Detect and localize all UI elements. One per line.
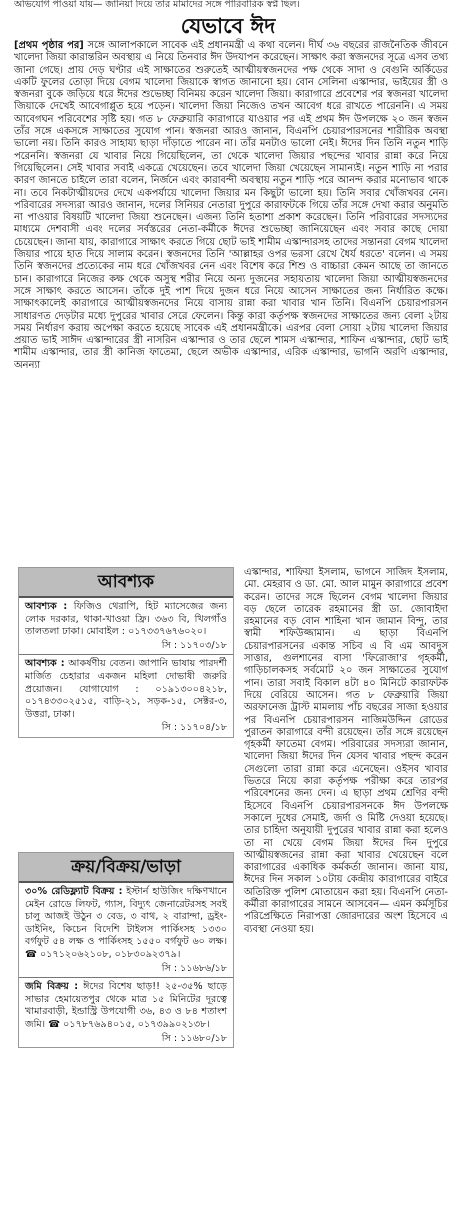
article-headline: যেভাবে ঈদ <box>180 13 276 38</box>
classified-ad <box>19 598 233 655</box>
ad-label: ৩০% রেডিফ্ল্যাট বিক্রয় : <box>25 886 123 897</box>
ad-label: আবশ্যক : <box>25 601 68 612</box>
article-text-right: এস্কান্দার, শাফিয়া ইসলাম, ভাগনে সাজিদ ইসলাম, মো. মেহরাব ও ডা. মো. আল মামুন কারাগারে প্রবেশ করেন। তাদের সঙ্গে ছিলেন বেগম খালেদা জিয়ার বড় ছেলে তারেক রহমানের স্ত্রী ডা. জোবাইদা রহমানের বড় বোন শাহিনা খান জামান বিন্দু, তার স্বামী শফিউজ্জামান। এ ছাড়া বিএনপি চেয়ারপারসনের একান্ত সচিব এ বি এম আবদুস সাত্তার, গুলশানের বাসা 'ফিরোজা'র গৃহকর্মী, গাড়িচালকসহ সর্বমোট ২০ জন সাক্ষাতের সুযোগ পান। তারা সবাই বিকাল ৪টা ৪০ মিনিটে কারাফটক দিয়ে বেরিয়ে আসেন। গত ৮ ফেব্রুয়ারি জিয়া অরফানেজ ট্রাস্ট মামলায় পাঁচ বছরের সাজা হওয়ার পর বিএনপি চেয়ারপারসন নাজিমউদ্দিন রোডের পুরাতন কারাগারে বন্দী রয়েছেন। তাঁর সঙ্গে রয়েছেন গৃহকর্মী ফাতেমা বেগম। পরিবারের সদস্যরা জানান, খালেদা জিয়া ঈদের দিন যেসব খাবার পছন্দ করেন সেগুলো তারা রান্না করে এনেছেন। ওইসব খাবার ভিতরে নিয়ে কারা কর্তৃপক্ষ পরীক্ষা করে তারপর পরিবেশনের জন্য দেন। এ ছাড়া প্রথম শ্রেণির বন্দী হিসেবে বিএনপি চেয়ারপারসনকে ঈদ উপলক্ষে সকালে দুধের সেমাই, জর্দা ও মিষ্টি দেওয়া হয়েছে। তার চাহিদা অনুযায়ী দুপুরের খাবার রান্না করা হলেও তা না খেয়ে বেগম জিয়া ঈদের দিন দুপুরে আত্মীয়স্বজনের রান্না করা খাবার খেয়েছেন বলে কারাগারের একাধিক কর্মকর্তা জানান। জানা যায়, ঈদের দিন সকাল ১০টায় কেন্দ্রীয় কারাগারের বাইরে অতিরিক্ত পুলিশ মোতায়েন করা হয়। বিএনপি নেতা-কর্মীরা কারাগারের সামনে আসবেন— এমন কর্মসূচির পরিপ্রেক্ষিতে নিরাপত্তা জোরদারের অংশ হিসেবে এ ব্যবস্থা নেওয়া হয়। <box>244 567 448 935</box>
classified-ad <box>19 978 233 1047</box>
ad-label: জমি বিক্রয় : <box>25 981 79 993</box>
classified-ad <box>19 655 233 737</box>
classified-ad <box>19 883 233 978</box>
article-body-right-column <box>244 567 448 936</box>
classifieds-needed-box <box>18 567 234 738</box>
ad-text: ফিজিও থেরাপি, হিট ম্যাসেজের জন্য লোক দরকার, থাকা-খাওয়া ফ্রি। ৩৬৩ বি, খিলগাঁও তালতলা ঢাকা। মোবাইল : ০১৭৩৩৭৬৭৬০২০। <box>25 601 227 638</box>
article-body-top <box>14 40 448 372</box>
ad-text: আকর্ষণীয় বেতন। জাপানি ভাষায় পারদর্শী মার্জিত চেহারার একজন মহিলা দোভাষী জরুরি প্রয়োজন। যোগাযোগ : ০১৯১৩০০৪২১৮, ০১৭৪৩৩০২৫১৫, বাড়ি-২১, সড়ক-১৫, সেক্টর-৩, উত্তরা, ঢাকা। <box>25 658 227 720</box>
classifieds-needed-title: আবশ্যক <box>19 568 233 598</box>
article-text-top: সঙ্গে আলাপকালে সাবেক এই প্রধানমন্ত্রী এ কথা বলেন। দীর্ঘ ৩৬ বছরের রাজনৈতিক জীবনে খালেদা জিয়া কারান্তরিন অবস্থায় এ নিয়ে তিনবার ঈদ উদযাপন করেছেন। সাক্ষাৎ করা স্বজনদের সূত্রে এসব তথ্য জানা গেছে। প্রায় দেড় ঘণ্টার এই সাক্ষাতের শুরুতেই আত্মীয়স্বজনদের পক্ষ থেকে সাদা ও বেগুনি অর্কিডের একটি ফুলের তোড়া দিয়ে বেগম খালেদা জিয়াকে স্বাগত জানানো হয়। বোন সেলিনা এস্কান্দার, ভাইয়ের স্ত্রী ও স্বজনরা বুকে জড়িয়ে ধরে ঈদের শুভেচ্ছা বিনিময় করেন খালেদা জিয়া। কারাগারে প্রবেশের পর স্বজনরা খালেদা জিয়াকে দেখেই আবেগাপ্লুত হয়ে পড়েন। খালেদা জিয়া নিজেও তখন আবেগ ধরে রাখতে পারেননি। এ সময় আবেগঘন পরিবেশের সৃষ্টি হয়। গত ৮ ফেব্রুয়ারি কারাগারে যাওয়ার পর এই প্রথম ঈদ উপলক্ষে ২০ জন স্বজন তাঁর সঙ্গে একসঙ্গে সাক্ষাতের সুযোগ পান। স্বজনরা আরও জানান, বিএনপি চেয়ারপারসনের শারীরিক অবস্থা ভালো নয়। তিনি কারও সাহায্য ছাড়া দাঁড়াতে পারেন না। তাঁর মনটাও ভালো নেই। ঈদের দিন তিনি নতুন শাড়ি পরেননি। স্বজনরা যে খাবার নিয়ে গিয়েছিলেন, তা থেকে খালেদা জিয়ার পছন্দের খাবার রান্না করে নিয়ে গিয়েছিলেন। সেই খাবার সবাই একত্রে খেয়েছেন। তবে খালেদা জিয়া খেয়েছেন সামান্যই। নতুন শাড়ি না পরার কারণ জানতে চাইলে তারা বলেন, নির্জনে এবং কারাবন্দী অবস্থায় নতুন শাড়ি পরে আনন্দ করার মনোভাব থাকে না। তবে নিকটাত্মীয়দের দেখে একপর্যায়ে খালেদা জিয়ার মন কিছুটা ভালো হয়। তিনি সবার খোঁজখবর নেন। পরিবারের সদস্যরা আরও জানান, দলের সিনিয়র নেতারা দুপুরে কারাফটকে গিয়ে তাঁর সঙ্গে দেখা করার অনুমতি না পাওয়ার বিষয়টি খালেদা জিয়া শুনেছেন। এজন্য তিনি হতাশা প্রকাশ করেছেন। তিনি পরিবারের সদস্যদের মাধ্যমে দেশবাসী এবং দলের সর্বস্তরের নেতা-কর্মীকে ঈদের শুভেচ্ছা জানিয়েছেন এবং সবার কাছে দোয়া চেয়েছেন। জানা যায়, কারাগারে সাক্ষাৎ করতে গিয়ে ছোট ভাই শামীম এস্কান্দারসহ তাদের সন্তানরা বেগম খালেদা জিয়ার পায়ে হাত দিয়ে সালাম করেন। স্বজনদের তিনি 'আল্লাহর ওপর ভরসা রেখে ধৈর্য ধরতে' বলেন। এ সময় তিনি স্বজনদের প্রত্যেকের নাম ধরে খোঁজখবর নেন এবং বিশেষ করে শিশু ও বাচ্চারা কেমন আছে তা জানতে চান। কারাগারে নিজের কক্ষ থেকে অসুস্থ শরীর নিয়ে অন্য দুজনের সহায়তায় খালেদা জিয়া আত্মীয়স্বজনদের সঙ্গে সাক্ষাৎ করতে আসেন। তাঁকে দুই পাশ দিয়ে দুজন ধরে নিয়ে আসেন সাক্ষাতের জন্য নির্ধারিত কক্ষে। সাক্ষাৎকালেই কারাগারে আত্মীয়স্বজনদের নিয়ে বাসায় রান্না করা খাবার খান তিনি। বিএনপি চেয়ারপারসন সাধারণত দেড়টার মধ্যে দুপুরের খাবার সেরে ফেলেন। কিন্তু কারা কর্তৃপক্ষ স্বজনদের সাক্ষাতের জন্য বেলা ২টায় সময় নির্ধারণ করায় অপেক্ষা করতে হয়েছে সাবেক এই প্রধানমন্ত্রীকে। এরপর বেলা সোয়া ২টায় খালেদা জিয়ার প্রয়াত ভাই সাঈদ এস্কান্দারের স্ত্রী নাসরিন এস্কান্দার ও তার ছেলে শামস এস্কান্দার, শাফিন এস্কান্দার, ছোট ভাই শামীম এস্কান্দার, তার স্ত্রী কানিজ ফাতেমা, ছেলে অভীক এস্কান্দার, এরিক এস্কান্দার, ভাগনি অরণি এস্কান্দার, অনন্যা <box>14 40 448 371</box>
ad-label: আবশ্যক : <box>25 658 65 670</box>
classifieds-sale-box <box>18 852 234 1048</box>
classifieds-sale-title: ক্রয়/বিক্রয়/ভাড়া <box>19 853 233 883</box>
ad-code: সি : ১১৭০৪/১৮ <box>161 722 227 734</box>
continuation-marker: [প্রথম পৃষ্ঠার পর] <box>14 40 84 51</box>
ad-code: সি : ১১৬৮৬/১৮ <box>161 962 227 974</box>
ad-text: ইস্টার্ন হাউজিং দক্ষিণখানে মেইন রোডে লিফট, গ্যাস, বিদ্যুৎ জেনারেটরসহ সবই চালু আজই উঠুন ৩ বেড, ৩ বাথ, ২ বারান্দা, ড্রইং-ডাইনিং, কিচেন বিদেশি টাইলস পার্কিংসহ ১৩৩০ বর্গফুট ৫৪ লক্ষ ও পার্কিংসহ ১৫৫০ বর্গফুট ৬০ লক্ষ। ☎ ০১৭১২০৬২১০৮, ০১৮৩০৯২৩৭৯। <box>25 886 227 960</box>
ad-text: ঈদের বিশেষ ছাড়!! ২৫-৩৫% ছাড়ে সাভার হেমায়েতপুর থেকে মাত্র ১৫ মিনিটের দূরত্বে খামারবাড়ী, ইন্ডাস্ট্রি উপযোগী ৩৬, ৪৩ ও ৮৪ শতাংশ জমি। ☎ ০১৭৮৭৬৯৪০১৫, ০১৭৩৯৯০২১৩৮। <box>25 981 227 1030</box>
ad-code: সি : ১১৬৮০/১৮ <box>161 1032 227 1044</box>
previous-article-tail: অভিযোগ পাওয়া যায়— জানিয়া দিয়ে তাঁর মামাদের সঙ্গে পারিবারিক স্বপ্ন ছিল। <box>14 0 300 10</box>
article-paragraph <box>14 40 448 372</box>
ad-code: সি : ১১৭০৩/১৮ <box>161 639 227 651</box>
